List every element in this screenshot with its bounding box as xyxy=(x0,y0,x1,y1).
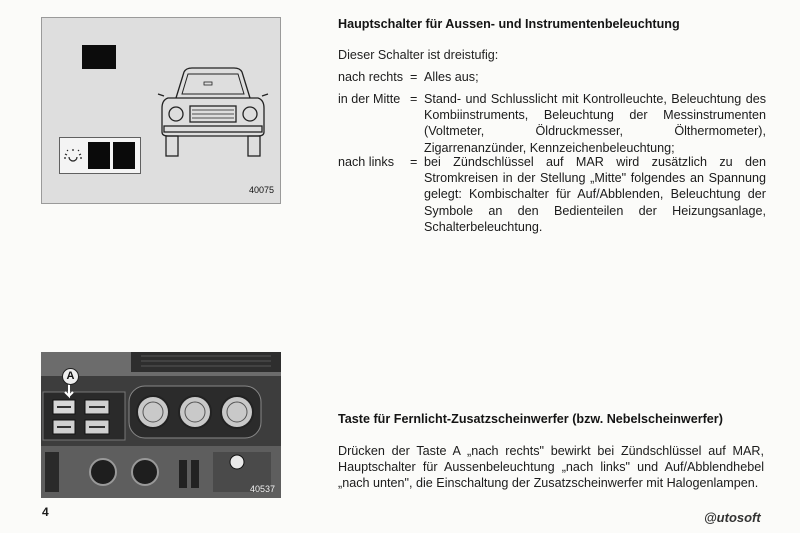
section2-heading: Taste für Fernlicht-Zusatzscheinwerfer (bzw. Nebelscheinwerfer) xyxy=(338,412,723,426)
page-number: 4 xyxy=(42,505,49,519)
marker-label-a: A xyxy=(62,368,79,385)
figure-dashboard-photo xyxy=(41,352,281,498)
position-key: nach rechts xyxy=(338,70,404,84)
equals-sign: = xyxy=(410,92,418,106)
section1-intro: Dieser Schalter ist dreistufig: xyxy=(338,48,499,62)
position-key: nach links xyxy=(338,155,395,169)
switch-button-left xyxy=(88,142,110,169)
equals-sign: = xyxy=(410,70,418,84)
position-description: Stand- und Schlusslicht mit Kontrolleuchte, Beleuchtung des Kombiinstruments, Beleuchtung der Messinstrumenten (Voltmeter, Öldruckmesser, Ölthermometer), Zigarrenanzünder, Kennzeichenbeleuchtung; xyxy=(424,92,766,155)
equals-sign: = xyxy=(410,155,418,169)
figure-car-lights xyxy=(41,17,281,204)
dark-indicator-block xyxy=(82,45,116,69)
light-switch-panel xyxy=(59,137,141,174)
section1-heading: Hauptschalter für Aussen- und Instrumentenbeleuchtung xyxy=(338,17,680,31)
figure-number: 40075 xyxy=(248,185,274,195)
position-description: bei Zündschlüssel auf MAR wird zusätzlich zu den Stromkreisen in der Stellung „Mitte" folgendes an Spannung gelegt: Kombischalter für Auf/Abblenden, Beleuchtung der Symbole an den Bedienteilen der Heizungsanlage, Schalterbeleuchtung. xyxy=(424,155,766,234)
light-sun-icon xyxy=(64,148,82,166)
position-description: Alles aus; xyxy=(424,70,479,84)
position-key: in der Mitte xyxy=(338,92,401,106)
car-front-illustration xyxy=(154,64,270,158)
switch-button-right xyxy=(113,142,135,169)
brand-watermark: @utosoft xyxy=(704,510,761,525)
figure-number: 40537 xyxy=(249,484,275,494)
section2-body: Drücken der Taste A „nach rechts" bewirkt bei Zündschlüssel auf MAR, Hauptschalter für Aussenbeleuchtung „nach links" und Auf/Abblendhebel „nach unten", die Einschaltung der Zusatzscheinwerfer mit Halogenlampen. xyxy=(338,444,764,491)
